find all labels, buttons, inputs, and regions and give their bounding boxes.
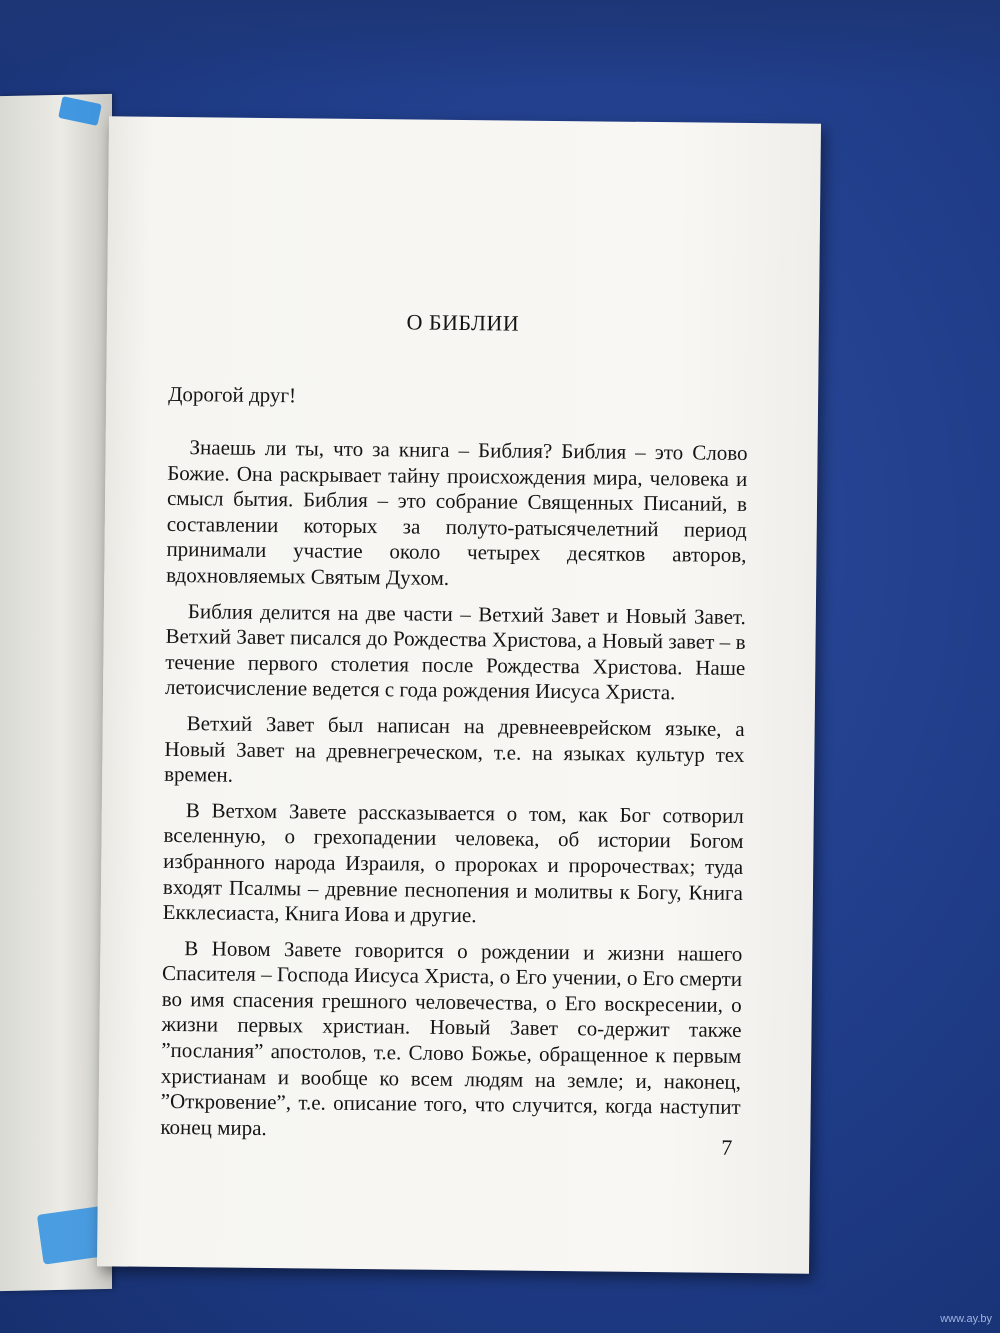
paragraph: В Ветхом Завете рассказывается о том, как Бог сотворил вселенную, о грехопадении человека, об истории Богом избранного народа Израиля, о пророках и пророчествах; туда входят Псалмы – древние песнопения и молитвы к Богу, Книга Екклесиаста, Книга Иова и другие. [162, 797, 744, 928]
book-page [97, 116, 821, 1273]
paragraph: Библия делится на две части – Ветхий Завет и Новый Завет. Ветхий Завет писался до Рождества Христова, а Новый завет – в течение первого столетия после Рождества Христова. Наше летоисчисление ведется с года рождения Иисуса Христа. [164, 598, 746, 705]
greeting: Дорогой друг! [168, 381, 297, 408]
page-title: О БИБЛИИ [406, 309, 520, 336]
desk-background [0, 0, 1000, 90]
left-page-edge [0, 94, 112, 1291]
page-number: 7 [721, 1134, 733, 1160]
paragraph: Знаешь ли ты, что за книга – Библия? Библия – это Слово Божие. Она раскрывает тайну происхождения мира, человека и смысл бытия. Библия – это собрание Священных Писаний, в составлении которых за полуто-ратысячелетний период принимали участие около четырех десятков авторов, вдохновляемых Святым Духом. [166, 435, 748, 590]
watermark: www.ay.by [940, 1313, 992, 1325]
body-text [160, 435, 747, 1156]
paragraph: Ветхий Завет был написан на древнееврейском языке, а Новый Завет на древнегреческом, т.е. на языках культур тех времен. [164, 711, 745, 787]
paragraph: В Новом Завете говорится о рождении и жизни нашего Спасителя – Господа Иисуса Христа, о Его учении, о Его смерти во имя спасения грешного человечества, о Его воскресении, о жизни первых христиан. Новый Завет со-держит также ”послания” апостолов, т.е. Слово Божье, обращенное к первым христианам и вообще ко всем людям на земле; и, наконец, ”Откровение”, т.е. описание того, что случится, когда наступит конец мира. [160, 935, 743, 1140]
